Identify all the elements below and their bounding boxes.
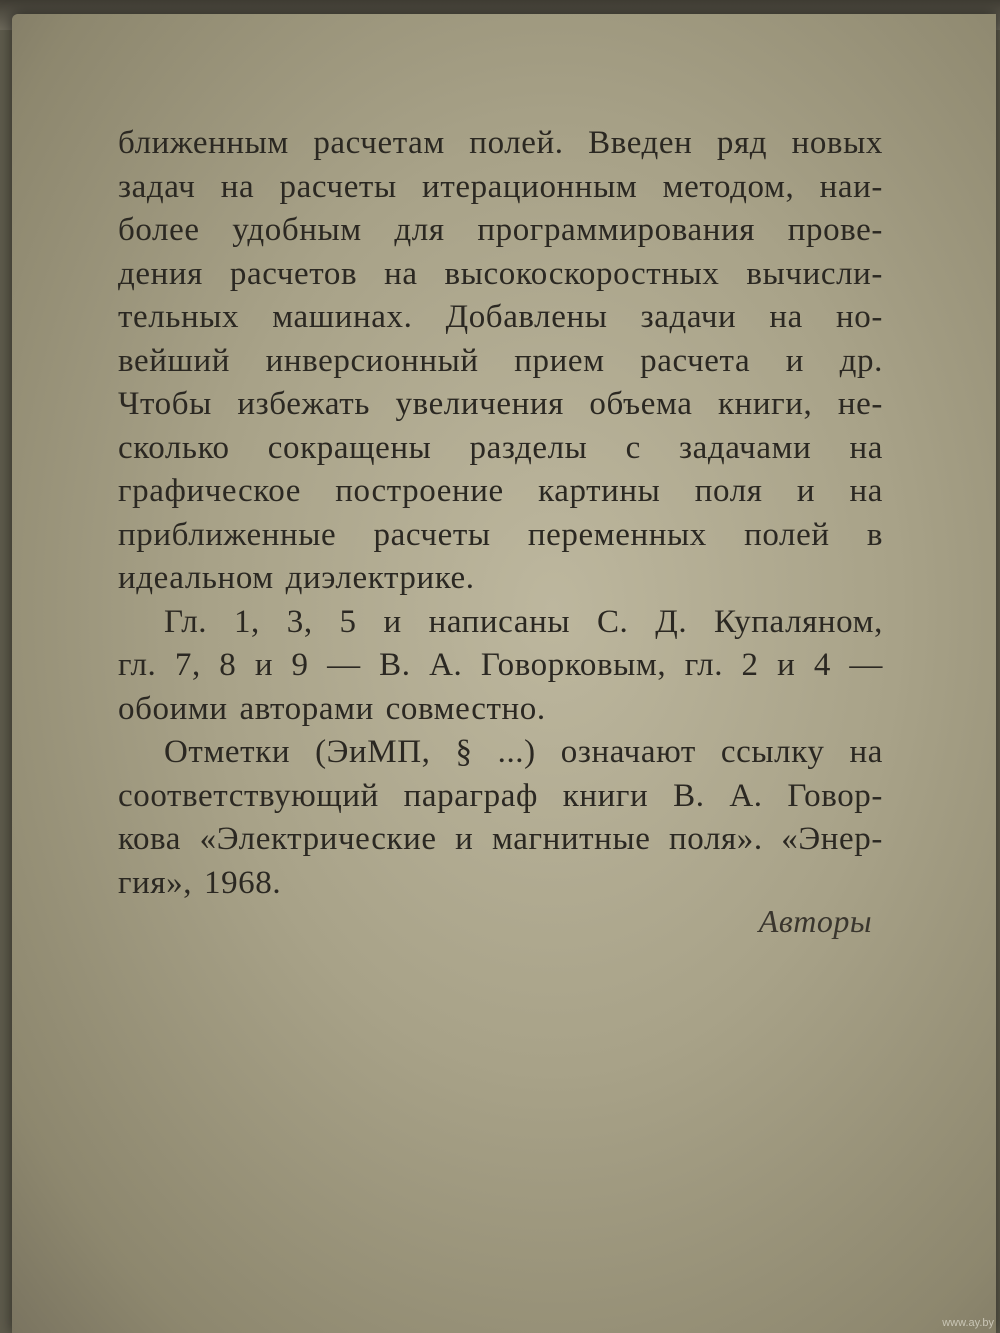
text-line: Отметки (ЭиМП, § ...) означают ссылку на: [164, 734, 883, 770]
text-line: Чтобы избежать увеличения объема книги, не-: [118, 386, 883, 422]
text-line: гл. 7, 8 и 9 — В. А. Говорковым, гл. 2 и 4 —: [118, 647, 883, 683]
authors-signature: Авторы: [758, 903, 872, 939]
text-line: соответствующий параграф книги В. А. Говор-: [118, 777, 883, 814]
text-line: идеальном диэлектрике.: [118, 560, 475, 596]
text-line: Гл. 1, 3, 5 и написаны С. Д. Купаляном,: [164, 603, 883, 640]
text-line: вейший инверсионный прием расчета и др.: [118, 342, 883, 379]
text-line: обоими авторами совместно.: [118, 690, 546, 727]
text-line: кова «Электрические и магнитные поля». «Энер-: [118, 821, 883, 857]
text-line: тельных машинах. Добавлены задачи на но-: [118, 299, 883, 335]
text-line: задач на расчеты итерационным методом, наи-: [118, 168, 883, 205]
text-line: более удобным для программирования прове-: [118, 212, 883, 248]
text-line: приближенные расчеты переменных полей в: [118, 516, 883, 553]
text-line: ближенным расчетам полей. Введен ряд новых: [118, 125, 883, 161]
text-line: дения расчетов на высокоскоростных вычисли-: [118, 255, 883, 292]
text-line: сколько сокращены разделы с задачами на: [118, 429, 883, 466]
text-line: гия», 1968.: [118, 864, 282, 901]
text-line: графическое построение картины поля и на: [118, 473, 883, 509]
page-text: [118, 122, 883, 905]
watermark: www.ay.by: [942, 1317, 994, 1329]
